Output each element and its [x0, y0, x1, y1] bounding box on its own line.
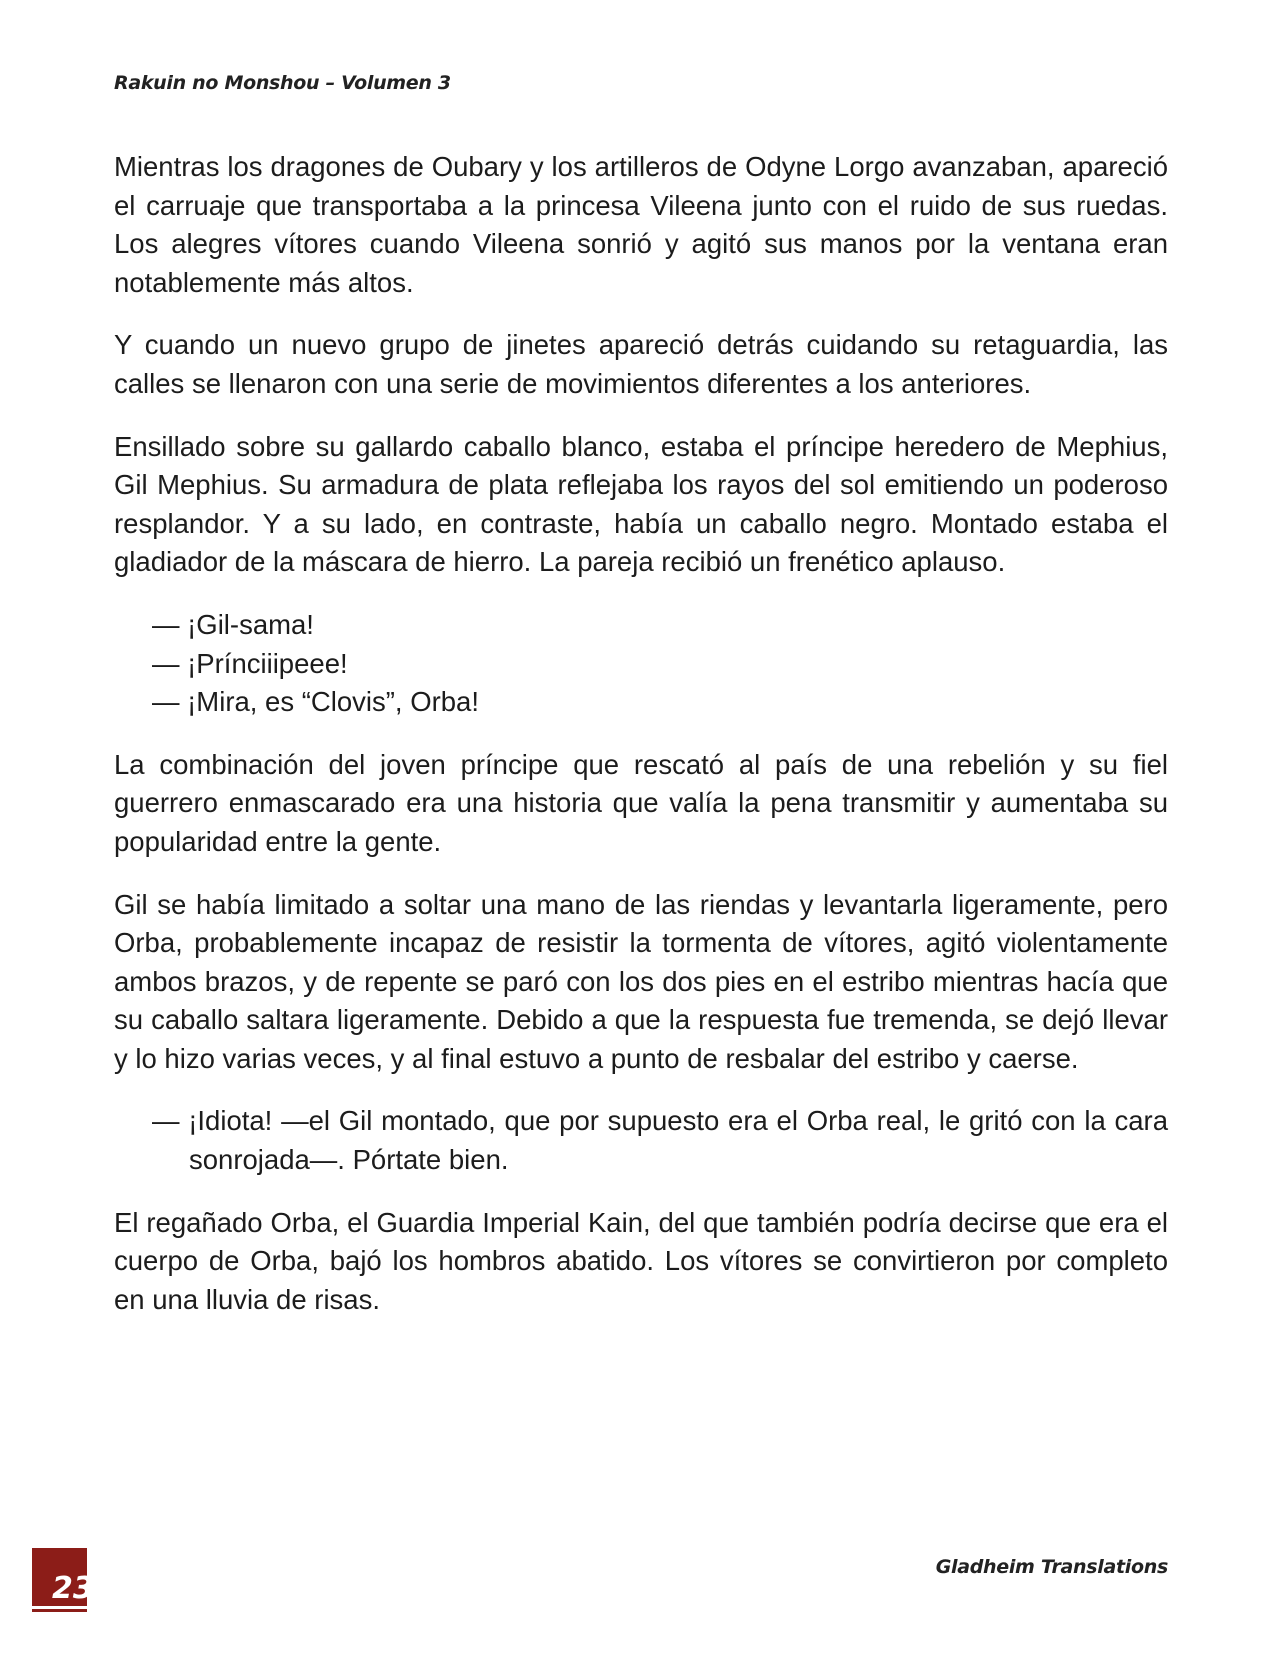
running-header: Rakuin no Monshou – Volumen 3	[114, 72, 451, 94]
footer-credit: Gladheim Translations	[935, 1556, 1168, 1578]
page-body	[114, 148, 1168, 1343]
page-number: 23	[52, 1571, 94, 1606]
dialogue-line-4: — ¡Idiota! —el Gil montado, que por supuesto era el Orba real, le gritó con la cara sonrojada—. Pórtate bien.	[152, 1105, 1168, 1176]
paragraph-6: El regañado Orba, el Guardia Imperial Kain, del que también podría decirse que era el cuerpo de Orba, bajó los hombros abatido. Los vítores se convirtieron por completo en una lluvia de risas.	[114, 1206, 1168, 1315]
paragraph-1: Mientras los dragones de Oubary y los artilleros de Odyne Lorgo avanzaban, apareció el carruaje que transportaba a la princesa Vileena junto con el ruido de sus ruedas. Los alegres vítores cuando Vileena sonrió y agitó sus manos por la ventana eran notablemente más altos.	[114, 151, 1168, 298]
paragraph-3: Ensillado sobre su gallardo caballo blanco, estaba el príncipe heredero de Mephius, Gil Mephius. Su armadura de plata reflejaba los rayos del sol emitiendo un poderoso resplandor. Y a su lado, en contraste, había un caballo negro. Montado estaba el gladiador de la máscara de hierro. La pareja recibió un frenético aplauso.	[114, 430, 1168, 578]
dialogue-line-2: — ¡Prínciiipeee!	[152, 647, 348, 679]
dialogue-block-2	[114, 1102, 1168, 1179]
dialogue-line-1: — ¡Gil-sama!	[152, 608, 314, 640]
paragraph-5: Gil se había limitado a soltar una mano de las riendas y levantarla ligeramente, pero Orba, probablemente incapaz de resistir la tormenta de vítores, agitó violentamente ambos brazos, y de repente se paró con los dos pies en el estribo mientras hacía que su caballo saltara ligeramente. Debido a que la respuesta fue tremenda, se dejó llevar y lo hizo varias veces, y al final estuvo a punto de resbalar del estribo y caerse.	[114, 888, 1168, 1074]
dialogue-line-3: — ¡Mira, es “Clovis”, Orba!	[152, 686, 479, 718]
paragraph-4: La combinación del joven príncipe que rescató al país de una rebelión y su fiel guerrero enmascarado era una historia que valía la pena transmitir y aumentaba su popularidad entre la gente.	[114, 748, 1168, 857]
page-number-underline	[32, 1606, 87, 1609]
paragraph-2: Y cuando un nuevo grupo de jinetes apareció detrás cuidando su retaguardia, las calles se llenaron con una serie de movimientos diferentes a los anteriores.	[114, 329, 1168, 399]
dialogue-block-1	[114, 606, 1168, 722]
